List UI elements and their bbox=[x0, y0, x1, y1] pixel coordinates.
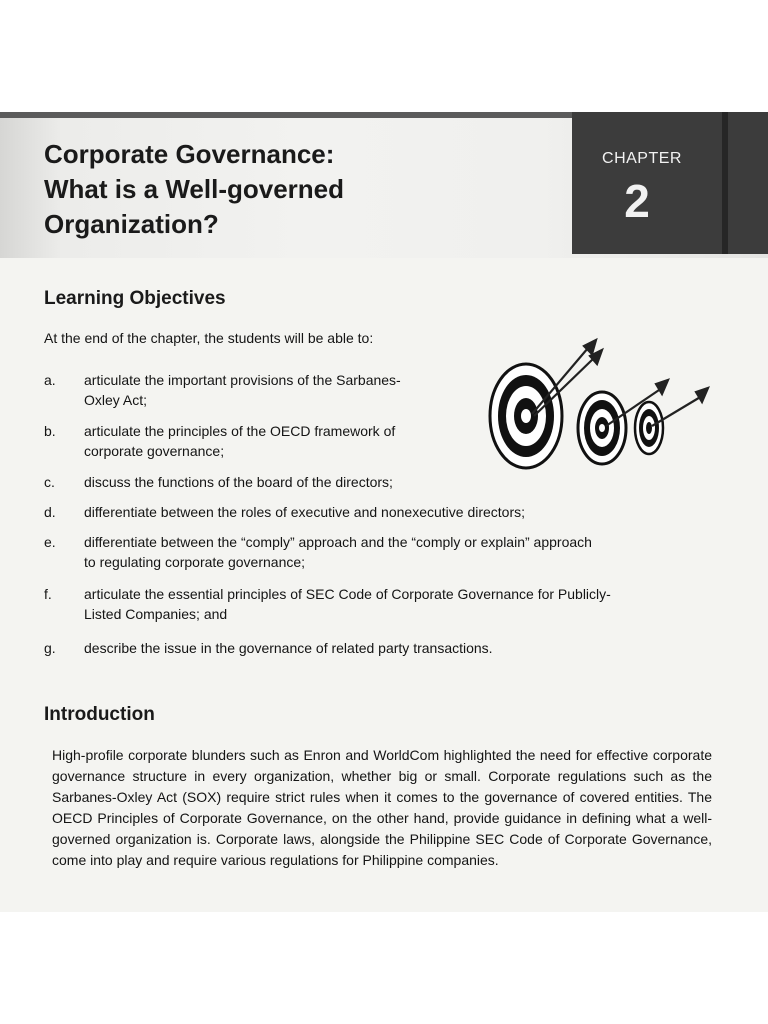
objective-line: Listed Companies; and bbox=[84, 606, 228, 622]
objective-line: articulate the principles of the OECD framework of bbox=[84, 423, 396, 439]
objective-line: articulate the important provisions of the Sarbanes- bbox=[84, 372, 401, 388]
objectives-intro: At the end of the chapter, the students will be able to: bbox=[44, 330, 374, 346]
objective-letter: b. bbox=[44, 423, 56, 439]
learning-objectives-heading: Learning Objectives bbox=[44, 288, 226, 309]
target-small-icon bbox=[635, 402, 663, 454]
title-line-2: What is a Well-governed bbox=[44, 174, 345, 204]
objective-text bbox=[84, 638, 724, 658]
target-medium-icon bbox=[578, 392, 626, 464]
introduction-paragraph: High-profile corporate blunders such as Enron and WorldCom highlighted the need for effective corporate governance structure in every organization, whether big or small. Corporate regulations such as the Sarbanes-Oxley Act (SOX) require strict rules when it comes to the governance of covered entities. The OECD Principles of Corporate Governance, on the other hand, provide guidance in defining what a well-governed organization is. Corporate laws, alongside the Philippine SEC Code of Corporate Governance, come into play and require various regulations for Philippine companies. bbox=[52, 747, 712, 868]
objective-text bbox=[84, 584, 756, 624]
objective-line: discuss the functions of the board of the directors; bbox=[84, 474, 393, 490]
objective-line: corporate governance; bbox=[84, 443, 225, 459]
textbook-page bbox=[0, 112, 768, 912]
chapter-title bbox=[44, 137, 524, 242]
objective-line: differentiate between the “comply” approach and the “comply or explain” approach bbox=[84, 534, 592, 550]
introduction-heading: Introduction bbox=[44, 704, 155, 725]
title-line-3: Organization? bbox=[44, 209, 219, 239]
chapter-box bbox=[572, 112, 768, 254]
objective-line: describe the issue in the governance of related party transactions. bbox=[84, 640, 493, 656]
objective-text bbox=[84, 502, 724, 522]
objective-text bbox=[84, 370, 504, 410]
chapter-label: CHAPTER bbox=[602, 150, 682, 167]
chapter-number: 2 bbox=[624, 175, 650, 227]
objective-line: differentiate between the roles of executive and nonexecutive directors; bbox=[84, 504, 526, 520]
objective-letter: a. bbox=[44, 372, 56, 388]
objective-letter: d. bbox=[44, 504, 56, 520]
objective-letter: e. bbox=[44, 534, 56, 550]
title-line-1: Corporate Governance: bbox=[44, 139, 335, 169]
objective-text bbox=[84, 472, 684, 492]
objective-letter: c. bbox=[44, 474, 55, 490]
objective-line: to regulating corporate governance; bbox=[84, 554, 306, 570]
objective-text bbox=[84, 532, 754, 572]
header-rule bbox=[0, 112, 572, 118]
objective-letter: g. bbox=[44, 640, 56, 656]
objective-text bbox=[84, 421, 504, 461]
objective-line: Oxley Act; bbox=[84, 392, 148, 408]
objective-line: articulate the essential principles of SEC Code of Corporate Governance for Publicly- bbox=[84, 586, 611, 602]
archery-targets-icon bbox=[484, 336, 714, 476]
chapter-box-bar bbox=[722, 112, 728, 254]
objective-letter: f. bbox=[44, 586, 52, 602]
